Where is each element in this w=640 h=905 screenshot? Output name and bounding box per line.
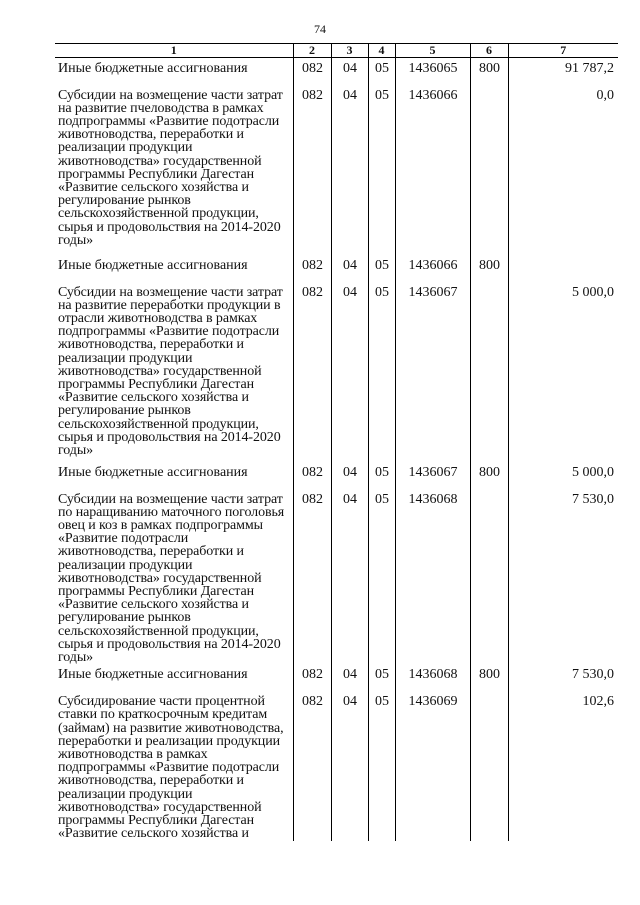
cell-c2: 082 (293, 691, 331, 841)
cell-c6 (470, 489, 508, 665)
cell-c4: 05 (368, 489, 395, 665)
col-header-5: 5 (395, 44, 470, 58)
cell-c2: 082 (293, 489, 331, 665)
col-header-1: 1 (55, 44, 293, 58)
cell-amount: 5 000,0 (508, 282, 618, 462)
cell-c4: 05 (368, 255, 395, 282)
cell-c2: 082 (293, 255, 331, 282)
cell-c5: 1436067 (395, 282, 470, 462)
cell-c5: 1436068 (395, 664, 470, 691)
col-header-7: 7 (508, 44, 618, 58)
cell-c3: 04 (331, 489, 368, 665)
cell-c4: 05 (368, 282, 395, 462)
table-row (55, 282, 618, 462)
table-row (55, 255, 618, 282)
cell-c6 (470, 85, 508, 255)
cell-c5: 1436065 (395, 58, 470, 85)
table-row (55, 489, 618, 665)
cell-c3: 04 (331, 664, 368, 691)
row-name: Субсидии на возмещение части затрат по наращиванию маточного поголовья овец и коз в рамках подпрограммы «Развитие подотрасли животноводства, переработки и реализации продукции животноводства» государственной программы Республики Дагестан «Развитие сельского хозяйства и регулирование рынков сельскохозяйственной продукции, сырья и продовольствия на 2014-2020 годы» (58, 491, 285, 665)
cell-c3: 04 (331, 282, 368, 462)
table-row (55, 664, 618, 691)
page-number: 74 (314, 22, 326, 36)
col-header-2: 2 (293, 44, 331, 58)
cell-amount: 7 530,0 (508, 664, 618, 691)
cell-c6: 800 (470, 462, 508, 489)
cell-c3: 04 (331, 691, 368, 841)
col-header-6: 6 (470, 44, 508, 58)
cell-amount: 0,0 (508, 85, 618, 255)
row-name: Иные бюджетные ассигнования (58, 257, 248, 273)
cell-c3: 04 (331, 255, 368, 282)
cell-amount: 102,6 (508, 691, 618, 841)
cell-c5: 1436067 (395, 462, 470, 489)
col-header-4: 4 (368, 44, 395, 58)
row-name: Субсидии на возмещение части затрат на развитие пчеловодства в рамках подпрограммы «Развитие подотрасли животноводства, переработки и реализации продукции животноводства» государственной программы Республики Дагестан «Развитие сельского хозяйства и регулирование рынков сельскохозяйственной продукции, сырья и продовольствия на 2014-2020 годы» (58, 87, 283, 248)
cell-c5: 1436066 (395, 85, 470, 255)
cell-c6: 800 (470, 58, 508, 85)
table-row (55, 462, 618, 489)
cell-c3: 04 (331, 462, 368, 489)
cell-c6: 800 (470, 664, 508, 691)
col-header-3: 3 (331, 44, 368, 58)
cell-c4: 05 (368, 691, 395, 841)
cell-c3: 04 (331, 85, 368, 255)
cell-c2: 082 (293, 85, 331, 255)
table-row (55, 691, 618, 841)
cell-c6 (470, 691, 508, 841)
cell-c2: 082 (293, 664, 331, 691)
row-name: Иные бюджетные ассигнования (58, 667, 248, 683)
cell-c6 (470, 282, 508, 462)
header-row (55, 44, 618, 58)
cell-c5: 1436068 (395, 489, 470, 665)
row-name: Субсидии на возмещение части затрат на развитие переработки продукции в отрасли животноводства в рамках подпрограммы «Развитие подотрасли животноводства, переработки и реализации продукции животноводства» государственной программы Республики Дагестан «Развитие сельского хозяйства и регулирование рынков сельскохозяйственной продукции, сырья и продовольствия на 2014-2020 годы» (58, 284, 283, 458)
cell-amount: 91 787,2 (508, 58, 618, 85)
cell-amount (508, 255, 618, 282)
table-row (55, 58, 618, 85)
budget-table (55, 43, 618, 841)
cell-c3: 04 (331, 58, 368, 85)
cell-amount: 5 000,0 (508, 462, 618, 489)
row-name: Иные бюджетные ассигнования (58, 61, 248, 76)
cell-c5: 1436066 (395, 255, 470, 282)
cell-amount: 7 530,0 (508, 489, 618, 665)
cell-c6: 800 (470, 255, 508, 282)
row-name: Субсидирование части процентной ставки по краткосрочным кредитам (займам) на развитие животноводства, переработки и реализации продукции животноводства в рамках подпрограммы «Развитие подотрасли животноводства, переработки и реализации продукции животноводства» государственной программы Республики Дагестан «Развитие сельского хозяйства и (58, 694, 284, 842)
cell-c4: 05 (368, 462, 395, 489)
cell-c4: 05 (368, 664, 395, 691)
cell-c5: 1436069 (395, 691, 470, 841)
cell-c4: 05 (368, 85, 395, 255)
cell-c2: 082 (293, 282, 331, 462)
table-row (55, 85, 618, 255)
row-name: Иные бюджетные ассигнования (58, 464, 248, 480)
cell-c4: 05 (368, 58, 395, 85)
cell-c2: 082 (293, 58, 331, 85)
cell-c2: 082 (293, 462, 331, 489)
